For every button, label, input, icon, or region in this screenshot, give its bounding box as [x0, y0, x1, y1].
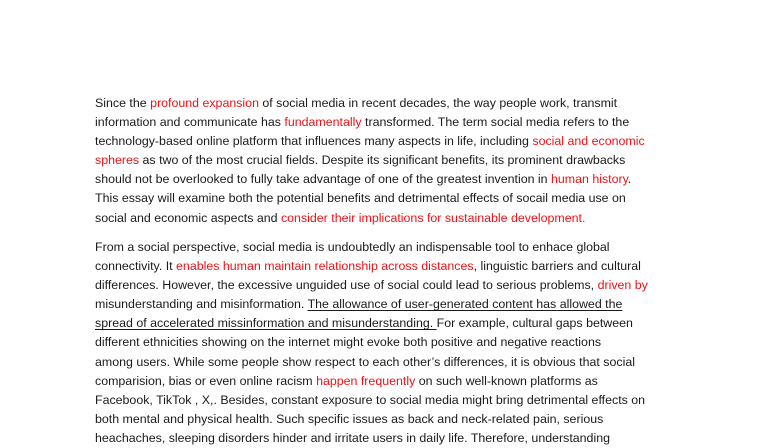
text-line	[95, 209, 695, 228]
text-run: This essay will examine both the potential benefits and detrimental effects of socail media use on	[95, 191, 626, 206]
text-line	[95, 333, 695, 352]
text-run: as two of the most crucial fields. Despite its significant benefits, its prominent drawbacks	[139, 153, 626, 168]
text-run: connectivity. It	[95, 259, 177, 274]
text-run: on such well-known platforms as	[415, 373, 598, 388]
text-run: among users. While some people show respect to each other’s differences, it is obvious that social	[95, 354, 635, 369]
text-run: From a social perspective, social media is undoubtedly an indispensable tool to enhace global	[95, 240, 610, 254]
text-line	[95, 372, 695, 391]
text-run: .	[627, 172, 632, 187]
paragraph-introduction	[95, 94, 695, 228]
highlighted-text: spheres	[95, 153, 140, 168]
text-line	[95, 314, 695, 333]
text-run: For example, cultural gaps between	[436, 316, 633, 331]
text-line	[95, 151, 695, 170]
text-run: both mental and physical health. Such specific issues as back and neck-related pain, serious	[95, 411, 604, 426]
text-run: social and economic aspects and	[95, 210, 281, 225]
text-run: different ethnicities showing on the internet might evoke both positive and negative reactions	[95, 335, 602, 350]
highlighted-text: happen frequently	[316, 373, 416, 388]
text-line	[95, 429, 695, 448]
text-run: transformed. The term social media refers to the	[361, 115, 630, 130]
text-run: Since the	[95, 96, 151, 110]
text-line	[95, 295, 695, 314]
text-run: , linguistic barriers and cultural	[473, 259, 641, 274]
text-line	[95, 113, 695, 132]
text-line	[95, 170, 695, 189]
highlighted-text: enables human maintain relationship across distances	[176, 259, 474, 274]
text-run: of social media in recent decades, the way people work, transmit	[258, 96, 618, 110]
text-line	[95, 238, 695, 257]
underlined-text: The allowance of user-generated content has allowed the	[307, 297, 623, 312]
text-run: differences. However, the excessive unguided use of social could lead to serious problems,	[95, 278, 598, 293]
text-run: should not be overlooked to fully take advantage of one of the greatest invention in	[95, 172, 552, 187]
text-run: heachaches, sleeping disorders hinder and irritate users in daily life. Therefore, understanding	[95, 430, 610, 445]
text-line	[95, 257, 695, 276]
text-line	[95, 94, 695, 113]
text-run: information and communicate has	[95, 115, 285, 130]
highlighted-text: social and economic	[532, 134, 645, 149]
highlighted-text: consider their implications for sustainable development.	[280, 210, 586, 225]
text-run: comparision, bias or even online racism	[95, 373, 317, 388]
paragraph-social-perspective	[95, 238, 695, 448]
text-line	[95, 391, 695, 410]
text-run: Facebook, TikTok , X,. Besides, constant exposure to social media might bring detrimental effects on	[95, 392, 646, 407]
text-line	[95, 132, 695, 151]
text-line	[95, 410, 695, 429]
text-line	[95, 189, 695, 208]
highlighted-text: profound expansion	[150, 96, 259, 110]
highlighted-text: driven by	[597, 278, 648, 293]
text-line	[95, 353, 695, 372]
text-run: misunderstanding and misinformation.	[95, 297, 308, 312]
underlined-text: spread of accelerated missinformation and misunderstanding.	[95, 316, 437, 331]
text-run: technology-based online platform that influences many aspects in life, including	[95, 134, 533, 149]
highlighted-text: human history	[551, 172, 628, 187]
highlighted-text: fundamentally	[284, 115, 362, 130]
text-line	[95, 276, 695, 295]
